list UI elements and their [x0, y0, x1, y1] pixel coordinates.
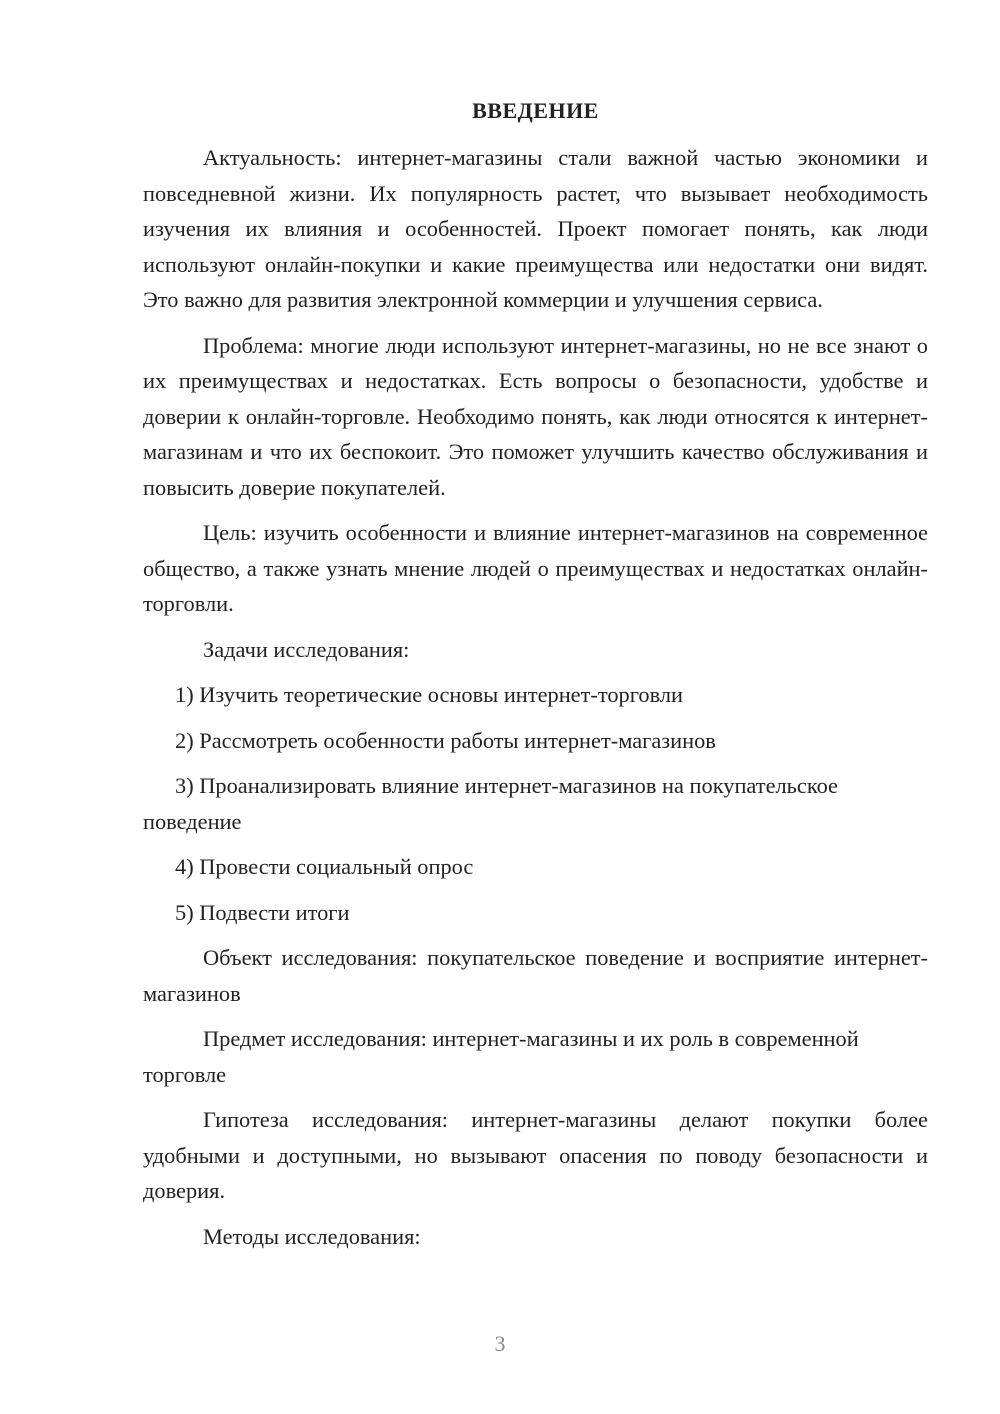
- relevance-paragraph: Актуальность: интернет-магазины стали важной частью экономики и повседневной жизни. Их популярность растет, что вызывает необходимость изучения их влияния и особенностей. Проект помогает понять, как люди используют онлайн-покупки и какие преимущества или недостатки они видят. Это важно для развития электронной коммерции и улучшения сервиса.: [143, 145, 928, 312]
- goal-paragraph: Цель: изучить особенности и влияние интернет-магазинов на современное общество, а также узнать мнение людей о преимуществах и недостатках онлайн-торговли.: [143, 520, 928, 616]
- task-item-4: 4) Провести социальный опрос: [175, 854, 474, 879]
- document-body: [143, 140, 928, 1264]
- methods-heading: Методы исследования:: [203, 1223, 421, 1249]
- hypothesis-paragraph: Гипотеза исследования: интернет-магазины делают покупки более удобными и доступными, но вызывают опасения по поводу безопасности и доверия.: [143, 1107, 928, 1203]
- task-item-5: 5) Подвести итоги: [175, 899, 350, 925]
- task-item-3: 3) Проанализировать влияние интернет-магазинов на покупательское поведение: [143, 773, 838, 834]
- object-paragraph: Объект исследования: покупательское поведение и восприятие интернет-магазинов: [143, 945, 928, 1006]
- page-number: 3: [494, 1331, 506, 1356]
- section-title: ВВЕДЕНИЕ: [472, 98, 599, 123]
- subject-paragraph: Предмет исследования: интернет-магазины и их роль в современной торговле: [143, 1026, 859, 1087]
- tasks-heading: Задачи исследования:: [203, 636, 410, 662]
- task-item-2: 2) Рассмотреть особенности работы интернет-магазинов: [175, 727, 716, 753]
- problem-paragraph: Проблема: многие люди используют интернет-магазины, но не все знают о их преимуществах и недостатках. Есть вопросы о безопасности, удобстве и доверии к онлайн-торговле. Необходимо понять, как люди относятся к интернет-магазинам и что их беспокоит. Это поможет улучшить качество обслуживания и повысить доверие покупателей.: [143, 332, 928, 500]
- task-item-1: 1) Изучить теоретические основы интернет-торговли: [175, 682, 683, 707]
